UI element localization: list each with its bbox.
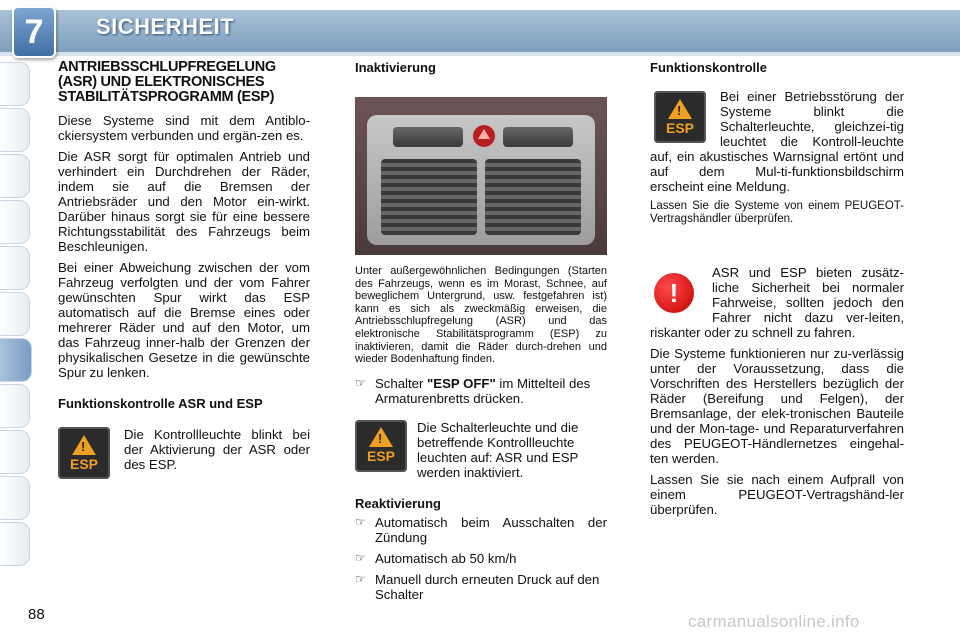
column-middle [355, 60, 607, 608]
esp-warning-icon: ! ESP [355, 420, 407, 472]
icon-block [58, 427, 310, 479]
column-right [650, 60, 904, 523]
esp-off-switch [393, 127, 463, 147]
section-heading: ANTRIEBSSCHLUPFREGELUNG (ASR) UND ELEKTRONISCHES STABILITÄTSPROGRAMM (ESP) [58, 59, 276, 105]
chapter-tab[interactable] [0, 246, 30, 290]
list-item: ☞ Manuell durch erneuten Druck auf den Schalter [355, 571, 600, 602]
paragraph: Bei einer Abweichung zwischen der vom Fahrzeug verfolgten und der vom Fahrer gewünschten Spur wirkt das ESP automatisch auf die Bremse eines oder mehrerer Räder und auf den Motor, um das Fahrzeug inner-halb der Grenzen der physikalischen Gesetze in die gewünschte Spur zu lenken. [58, 260, 310, 380]
warning-triangle-icon [668, 99, 692, 119]
air-vent [485, 159, 581, 235]
pointing-hand-icon: ☞ [355, 375, 366, 390]
icon-block [650, 89, 904, 194]
page-number: 88 [28, 606, 45, 623]
dashboard-photo [355, 97, 607, 255]
chapter-tab[interactable] [0, 522, 30, 566]
chapter-tab[interactable] [0, 108, 30, 152]
center-console-panel [367, 115, 595, 245]
chapter-tab[interactable] [0, 384, 30, 428]
subheading: Inaktivierung [355, 60, 436, 75]
caption: Unter außergewöhnlichen Bedingungen (Starten des Fahrzeugs, wenn es im Morast, Schnee, auf beweglichem Untergrund, usw. festgefahren ist) kann es sich als zweckmäßig erweisen, die Antriebsschlupfregelung (ASR) und das elektronische Stabilitätsprogramm (ESP) zu inaktivieren, damit die Räder durch-drehen und wieder Bodenhaftung finden. [355, 265, 607, 366]
pointing-hand-icon: ☞ [355, 514, 366, 529]
chapter-tab[interactable] [0, 154, 30, 198]
paragraph: Lassen Sie sie nach einem Aufprall von einem PEUGEOT-Vertragshänd-ler überprüfen. [650, 472, 904, 518]
note: Lassen Sie die Systeme von einem PEUGEOT-Vertragshändler überprüfen. [650, 200, 904, 225]
icon-description: Die Schalterleuchte und die betreffende Kontrollleuchte leuchten auf: ASR und ESP werden inaktiviert. [417, 419, 579, 480]
esp-warning-icon: ! ESP [58, 427, 110, 479]
esp-warning-icon: ! ESP [654, 91, 706, 143]
paragraph: Die ASR sorgt für optimalen Antrieb und verhindert ein Durchdrehen der Räder, indem sie auf die Bremsen der Antriebsräder und den Motor ein-wirkt. Darüber hinaus sorgt sie für eine bessere Richtungsstabilität des Fahrzeugs beim Beschleunigen. [58, 149, 310, 254]
warning-triangle-icon [369, 427, 393, 447]
caution-text: ASR und ESP bieten zusätz-liche Sicherheit bei normaler Fahrweise, sollten jedoch den Fahrer nicht dazu ver-leiten, riskanter oder zu schnell zu fahren. [650, 265, 904, 341]
icon-description: Die Kontrollleuchte blinkt bei der Aktivierung der ASR oder des ESP. [124, 427, 310, 472]
watermark: carmanualsonline.info [688, 612, 860, 631]
chapter-tab-active[interactable] [0, 338, 32, 382]
column-left [58, 60, 310, 479]
chapter-tab[interactable] [0, 292, 30, 336]
chapter-tab[interactable] [0, 200, 30, 244]
console-switch [503, 127, 573, 147]
subheading: Funktionskontrolle ASR und ESP [58, 396, 263, 411]
icon-description: Bei einer Betriebsstörung der Systeme blinkt die Schalterleuchte, gleichzei-tig leuchtet die Kontroll-leuchte auf, ein akustisches Warnsignal ertönt und auf dem Mul-ti-funktionsbildschirm erscheint eine Meldung. [650, 89, 904, 194]
chapter-tab[interactable] [0, 476, 30, 520]
subheading: Funktionskontrolle [650, 60, 767, 75]
paragraph: Diese Systeme sind mit dem Antiblo-ckiersystem verbunden und ergän-zen es. [58, 113, 310, 143]
air-vent [381, 159, 477, 235]
caution-block [650, 265, 904, 340]
list-item: ☞ Automatisch beim Ausschalten der Zündung [355, 514, 607, 545]
hazard-button-icon [473, 125, 495, 147]
chapter-tabs [0, 62, 32, 572]
chapter-tab[interactable] [0, 62, 30, 106]
paragraph: Die Systeme funktionieren nur zu-verlässig unter der Voraussetzung, dass die Vorschriften des Herstellers bezüglich der Räder (Bereifung und Felgen), der Bremsanlage, der elek-tronischen Bauteile und der Mon-tage- und Reparaturverfahren des PEUGEOT-Händlernetzes eingehal-ten werden. [650, 346, 904, 467]
subheading: Reaktivierung [355, 495, 441, 511]
pointing-hand-icon: ☞ [355, 550, 366, 565]
icon-block [355, 420, 607, 480]
exclamation-icon: ! [654, 273, 694, 313]
warning-triangle-icon [72, 435, 96, 455]
pointing-hand-icon: ☞ [355, 571, 366, 586]
chapter-tab[interactable] [0, 430, 30, 474]
list-item: ☞ Automatisch ab 50 km/h [355, 550, 517, 566]
chapter-badge: 7 [12, 6, 56, 58]
page-title: SICHERHEIT [96, 14, 235, 39]
list-item: ☞ Schalter "ESP OFF" im Mittelteil des Armaturenbretts drücken. [355, 375, 591, 406]
